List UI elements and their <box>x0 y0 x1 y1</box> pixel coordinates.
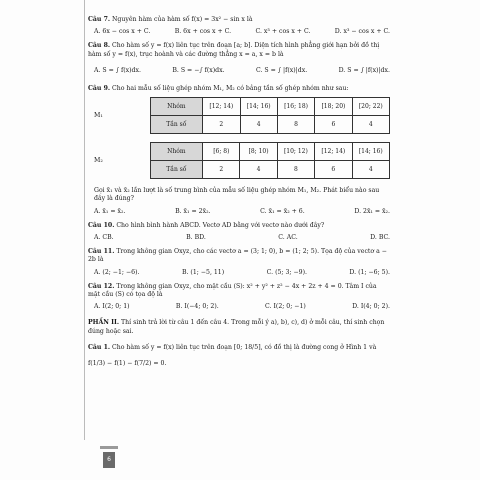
question-text: Trong không gian Oxyz, cho các vectơ a = (3; 1; 0), b = (1; 2; 5). Tọa độ của vectơ a − 2b là <box>88 248 387 264</box>
question-12-options <box>94 303 390 311</box>
question-9 <box>88 85 390 93</box>
option-a: A. 6x − cos x + C. <box>94 28 151 36</box>
question-text: Nguyên hàm của hàm số f(x) = 3x² − sin x là <box>112 16 253 23</box>
question-9-options <box>94 208 390 216</box>
question-label: Câu 7. <box>88 16 111 23</box>
option-a: A. S = ∫ f(x)dx. <box>94 66 141 74</box>
question-text: Cho hai mẫu số liệu ghép nhóm M₁, M₂ có bảng tần số ghép nhóm như sau: <box>112 85 349 93</box>
table-cell: 6 <box>315 161 352 179</box>
table-row <box>150 116 390 134</box>
question-10-options <box>94 234 390 242</box>
part-label: PHẦN II. <box>88 319 120 327</box>
part-2-question-1 <box>88 344 390 352</box>
part-2-heading <box>88 319 390 335</box>
option-b: B. 6x + cos x + C. <box>174 28 232 36</box>
m2-label: M₂ <box>94 156 103 164</box>
table-row <box>150 143 390 161</box>
table-cell: 2 <box>203 116 240 134</box>
table-cell: 4 <box>240 161 277 179</box>
question-text: Cho hàm số y = f(x) liên tục trên đoạn [0; 18/5], có đồ thị là đường cong ở Hình 1 và <box>112 343 377 351</box>
table-cell: 4 <box>240 116 277 134</box>
option-a: A. (2; −1; −6). <box>94 268 140 276</box>
question-label: Câu 11. <box>88 248 115 256</box>
option-d: D. BC. <box>370 234 390 242</box>
question-label: Câu 8. <box>88 42 111 50</box>
option-d: D. x³ − cos x + C. <box>334 28 390 36</box>
table-cell: [14; 16) <box>352 143 389 161</box>
page-content <box>88 16 390 368</box>
question-8-options <box>94 67 390 75</box>
option-b: B. (1; −5, 11) <box>181 268 225 276</box>
option-b: B. BD. <box>186 234 206 242</box>
frequency-table-m2 <box>150 142 391 179</box>
table-cell: [14; 16) <box>240 98 277 116</box>
question-label: Câu 1. <box>88 343 111 351</box>
table-row <box>150 161 390 179</box>
table-cell: [16; 18) <box>277 98 314 116</box>
table-cell: 4 <box>352 161 389 179</box>
question-10 <box>88 222 390 230</box>
table-row <box>150 98 390 116</box>
option-c: C. x³ + cos x + C. <box>255 28 311 36</box>
table-cell: [8; 10) <box>240 143 277 161</box>
question-9-text2 <box>88 187 390 203</box>
page-number-bar <box>100 446 118 449</box>
question-11 <box>88 248 390 264</box>
option-b: B. x̄₁ = 2x̄₂. <box>175 207 211 215</box>
question-7-options <box>94 28 390 36</box>
option-d: D. (1; −6; 5). <box>349 268 390 276</box>
table-cell: [18; 20) <box>315 98 352 116</box>
question-8 <box>88 42 390 58</box>
question-text: Trong không gian Oxyz, cho mặt cầu (S): x² + y² + z² − 4x + 2z + 4 = 0. Tâm I của mặt cầu (S) có tọa độ là <box>88 282 377 299</box>
table-header-cell: Tần số <box>150 116 203 134</box>
option-d: D. 2x̄₁ = x̄₂. <box>354 207 390 215</box>
option-b: B. I(−4; 0; 2). <box>175 303 219 311</box>
table-cell: [12; 14) <box>315 143 352 161</box>
question-7 <box>88 16 390 24</box>
option-a: A. x̄₁ = x̄₂. <box>94 207 126 215</box>
question-label: Câu 10. <box>88 221 115 229</box>
part-text: Thí sinh trả lời từ câu 1 đến câu 4. Trong mỗi ý a), b), c), d) ở mỗi câu, thí sinh chọn đúng hoặc sai. <box>88 319 385 335</box>
table-header-cell: Nhóm <box>150 143 203 161</box>
question-12 <box>88 283 390 299</box>
table-cell: 6 <box>315 116 352 134</box>
formula-text: f(1/3) − f(1) − f(7/2) = 0. <box>88 360 167 368</box>
question-label: Câu 12. <box>88 282 115 290</box>
option-d: D. S = ∫ |f(x)|dx. <box>338 66 390 74</box>
m1-label: M₁ <box>94 111 103 119</box>
table-cell: 8 <box>277 116 314 134</box>
table-cell: [10; 12) <box>277 143 314 161</box>
formula <box>88 360 390 368</box>
table-cell: [12; 14) <box>203 98 240 116</box>
frequency-table-m1 <box>150 97 391 134</box>
table-header-cell: Tần số <box>150 161 203 179</box>
table-cell: 2 <box>203 161 240 179</box>
option-a: A. CB. <box>94 234 114 242</box>
option-c: C. I(2; 0; −1) <box>265 303 306 311</box>
table-header-cell: Nhóm <box>150 98 203 116</box>
margin-line <box>84 0 85 440</box>
table-cell: [20; 22) <box>352 98 389 116</box>
table-cell: 4 <box>352 116 389 134</box>
option-b: B. S = −∫ f(x)dx. <box>172 66 225 74</box>
table-m1-row <box>88 97 390 134</box>
option-a: A. I(2; 0; 1) <box>94 303 130 311</box>
option-c: C. S = ∫ |f(x)|dx. <box>255 66 308 74</box>
option-c: C. (5; 3; −9). <box>266 268 307 276</box>
question-label: Câu 9. <box>88 85 111 93</box>
question-text: Cho hình bình hành ABCD. Vectơ AD bằng với vectơ nào dưới đây? <box>116 221 325 229</box>
table-cell: [6; 8) <box>203 143 240 161</box>
page-number: 6 <box>103 452 115 468</box>
question-11-options <box>94 269 390 277</box>
table-m2-row <box>88 142 390 179</box>
table-cell: 8 <box>277 161 314 179</box>
option-d: D. I(4; 0; 2). <box>352 303 390 311</box>
question-text: Cho hàm số y = f(x) liên tục trên đoạn [a; b]. Diện tích hình phẳng giới hạn bởi đồ thị hàm số y = f(x), trục hoành và các đường thẳng x = a, x = b là <box>88 42 380 58</box>
option-c: C. x̄₁ = x̄₂ + 6. <box>260 207 305 215</box>
option-c: C. AC. <box>278 234 298 242</box>
question-text: Gọi x̄₁ và x̄₂ lần lượt là số trung bình của mẫu số liệu ghép nhóm M₁, M₂. Phát biểu nào sau đây là đúng? <box>94 187 380 203</box>
